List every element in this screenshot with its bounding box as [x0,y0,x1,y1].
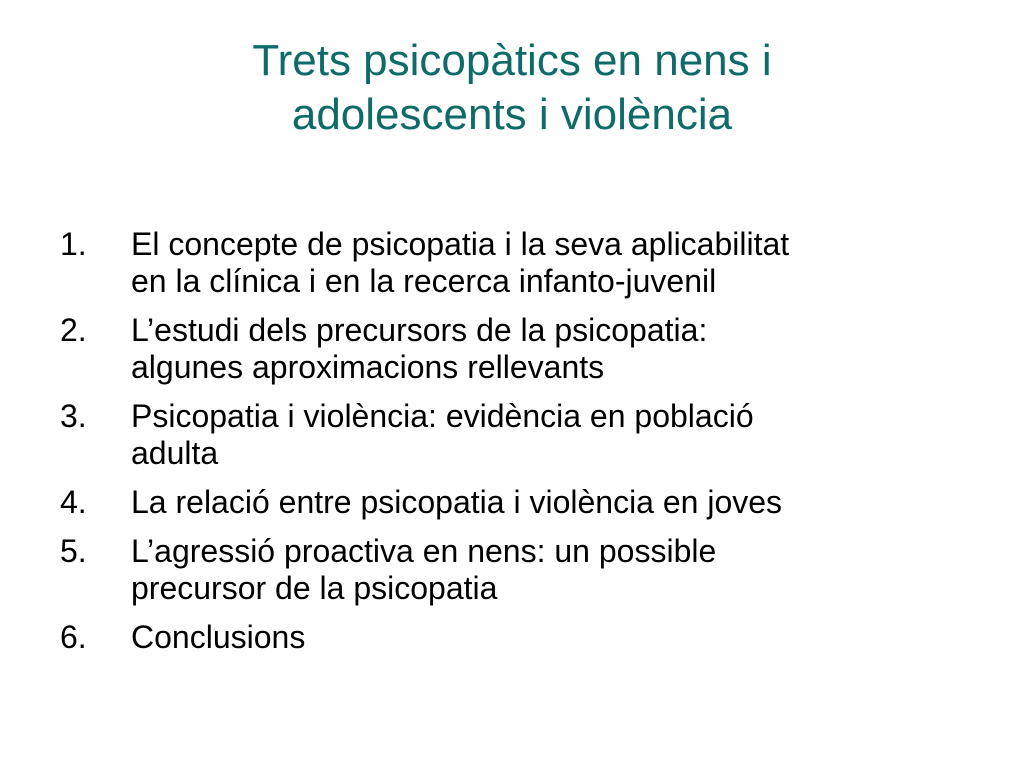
item-number: 5. [60,533,87,569]
item-text-line: La relació entre psicopatia i violència en joves [131,484,783,520]
item-text-line: adulta [131,435,219,471]
agenda-item-3 [60,398,960,472]
agenda-item-6 [60,619,960,656]
item-text-line: precursor de la psicopatia [131,570,498,606]
agenda-item-4 [60,484,960,521]
agenda-list [60,226,960,668]
slide-title [60,34,964,142]
agenda-item-5 [60,533,960,607]
item-text-line: L’estudi dels precursors de la psicopatia: [131,312,708,348]
item-number: 1. [60,226,87,262]
title-line-2: adolescents i violència [291,90,733,139]
item-number: 6. [60,619,87,655]
agenda-item-1 [60,226,960,300]
item-text-line: L’agressió proactiva en nens: un possible [131,533,717,569]
item-number: 4. [60,484,87,520]
agenda-item-2 [60,312,960,386]
item-text-line: Psicopatia i violència: evidència en població [131,398,754,434]
item-number: 2. [60,312,87,348]
item-text-line: El concepte de psicopatia i la seva aplicabilitat [131,226,790,262]
item-text-line: algunes aproximacions rellevants [131,349,605,385]
title-line-1: Trets psicopàtics en nens i [252,36,772,85]
item-text-line: en la clínica i en la recerca infanto-juvenil [131,263,717,299]
item-number: 3. [60,398,87,434]
item-text-line: Conclusions [131,619,306,655]
